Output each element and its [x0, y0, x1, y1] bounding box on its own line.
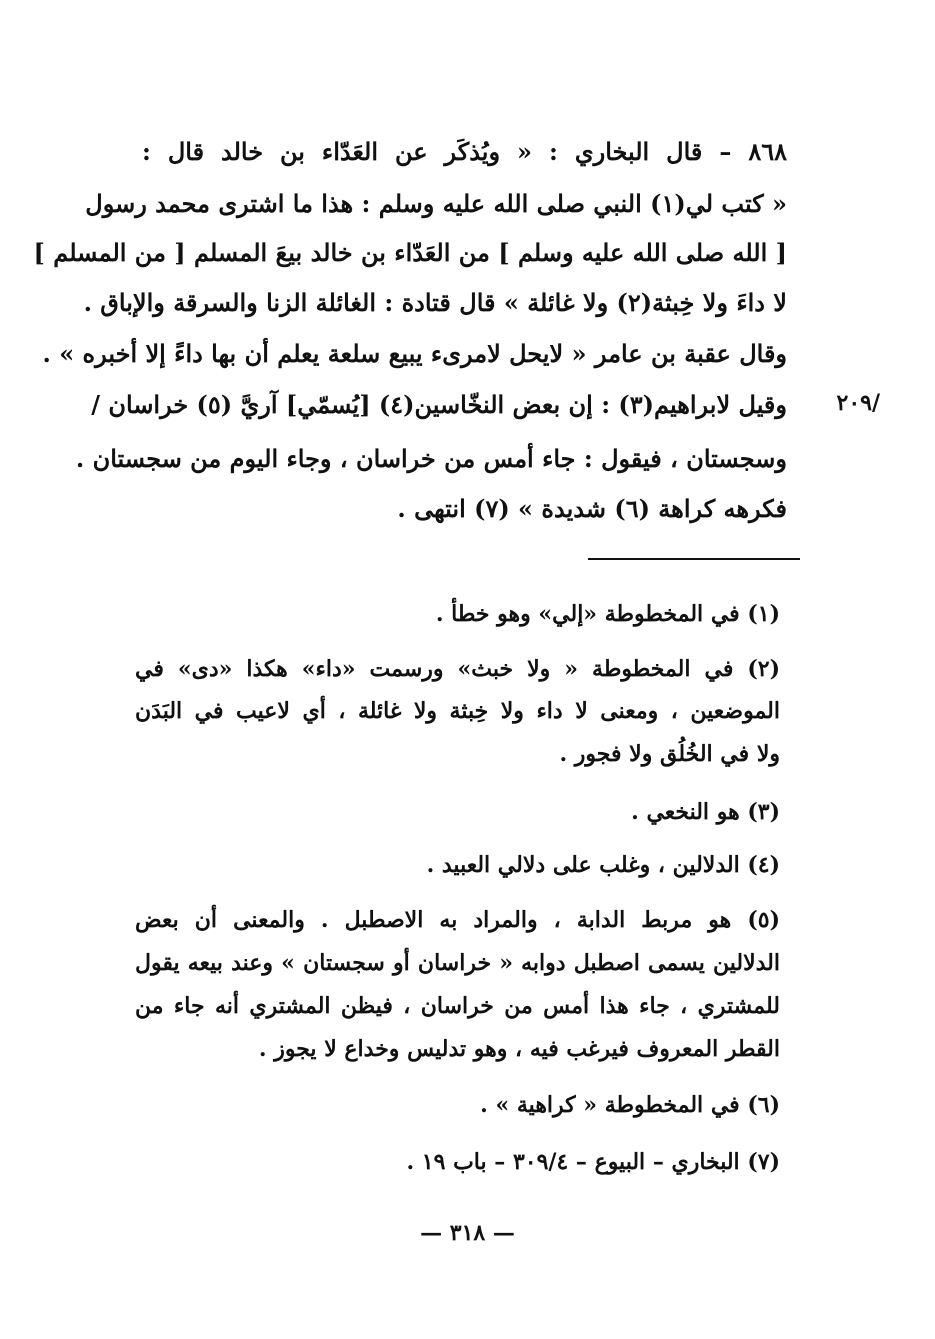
main-text-line: وسجستان ، فيقول : جاء أمس من خراسان ، وجاء اليوم من سجستان . — [75, 444, 787, 473]
main-text-line: [ الله صلى الله عليه وسلم ] من العَدّاء بن خالد بيعَ المسلم [ من المسلم ] — [33, 238, 787, 267]
footnote-divider — [588, 558, 800, 560]
main-text-line: وقال عقبة بن عامر « لايحل لامرىء يبيع سلعة يعلم أن بها داءً إلا أخبره » . — [42, 339, 787, 368]
footnote-line: (٦) في المخطوطة « كراهية » . — [480, 1092, 780, 1118]
footnote-line: الدلالين يسمى اصطبل دوابه « خراسان أو سجستان » وعند بيعه يقول — [135, 950, 780, 976]
main-text-line: « كتب لي(١) النبي صلى الله عليه وسلم : هذا ما اشترى محمد رسول — [85, 189, 787, 218]
footnote-line: (٢) في المخطوطة « ولا خبث» ورسمت «داء» هكذا «دى» في — [135, 656, 780, 682]
footnote-line: القطر المعروف فيرغب فيه ، وهو تدليس وخداع لا يجوز . — [258, 1036, 780, 1062]
footnote-line: للمشتري ، جاء هذا أمس من خراسان ، فيظن المشتري أنه جاء من — [135, 993, 780, 1019]
margin-page-note: /٢٠٩ — [836, 390, 880, 416]
main-text-line: ٨٦٨ – قال البخاري : « ويُذكَر عن العَدّاء بن خالد قال : — [142, 137, 787, 166]
footnote-line: (٥) هو مربط الدابة ، والمراد به الاصطبل . والمعنى أن بعض — [135, 907, 780, 933]
footnote-line: (٤) الدلالين ، وغلب على دلالي العبيد . — [426, 852, 780, 878]
footnote-line: (٧) البخاري – البيوع – ٣٠٩/٤ – باب ١٩ . — [406, 1149, 780, 1175]
main-text-line: لا داءَ ولا خِبثة(٢) ولا غائلة » قال قتادة : الغائلة الزنا والسرقة والإباق . — [83, 288, 787, 317]
main-text-line: وقيل لابراهيم(٣) : إن بعض النخّاسين(٤) [يُسمّي] آريَّ (٥) خراسان / — [91, 390, 787, 419]
footnote-line: ولا في الخُلُق ولا فجور . — [559, 741, 780, 767]
footnote-line: (١) في المخطوطة «إلي» وهو خطأ . — [435, 601, 780, 627]
footnote-line: الموضعين ، ومعنى لا داء ولا خِبثة ولا غائلة ، أي لاعيب في البَدَن — [135, 698, 780, 724]
page-number: — ٣١٨ — — [420, 1220, 515, 1246]
main-text-line: فكرهه كراهة (٦) شديدة » (٧) انتهى . — [397, 494, 787, 523]
footnote-line: (٣) هو النخعي . — [631, 799, 780, 825]
